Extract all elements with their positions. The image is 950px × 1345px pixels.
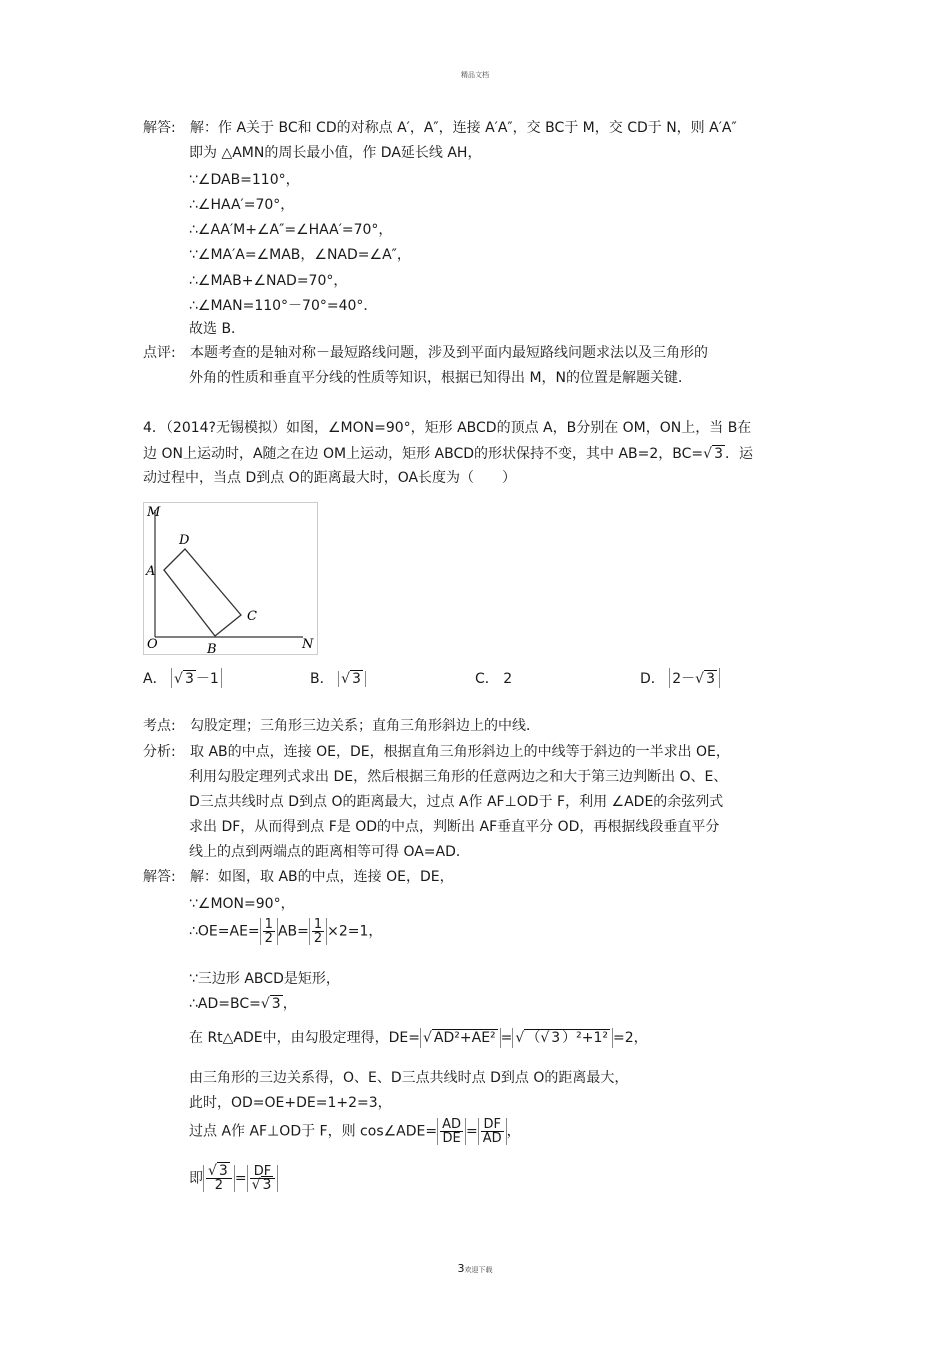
option-d-sqrt: 3 <box>706 671 715 687</box>
j4-text-b: ， <box>282 996 297 1012</box>
j5-sqrt-2: √ （√ 3 ）²+1² <box>512 1028 613 1048</box>
j5-text-a: 在 Rt△ADE中，由勾股定理得，DE= <box>189 1030 420 1046</box>
question-4-line-2 <box>143 444 753 464</box>
j9-text-b: = <box>234 1170 247 1187</box>
fenxi-line-5: 线上的点到两端点的距离相等可得 OA=AD． <box>189 844 470 860</box>
page-header: 精品文档 <box>461 71 489 79</box>
option-b-sqrt: 3 <box>351 671 361 687</box>
label-m: M <box>147 505 161 520</box>
question-4-text: 边 ON上运动时，A随之在边 OM上运动，矩形 ABCD的形状保持不变，其中 AB=2，BC= <box>143 446 704 462</box>
jieda-step-8 <box>189 1118 521 1145</box>
page-footer <box>0 1262 950 1275</box>
comment-line-1: 本题考查的是轴对称－最短路线问题，涉及到平面内最短路线问题求法以及三角形的 <box>190 345 708 361</box>
option-a-sqrt: 3 <box>184 671 194 687</box>
j2-text-a: ∴OE=AE= <box>189 923 260 940</box>
option-c[interactable] <box>475 668 512 688</box>
j5-text-c: =2， <box>613 1030 648 1046</box>
jieda-step-1: ∵∠MON=90°， <box>189 896 295 912</box>
half-fraction-2: $\frac{1}{2}$ <box>309 918 327 945</box>
sqrt3-over-2-fraction: $\frac{√ 3}{2}$ <box>203 1165 235 1192</box>
j8-text-b: = <box>466 1123 478 1140</box>
option-a[interactable]: A． √ 3 －1 <box>143 668 222 688</box>
option-a-value: －1 <box>195 671 219 687</box>
step-1: ∵∠DAB=110°， <box>189 172 300 188</box>
option-a-label: A． <box>143 671 167 687</box>
step-4: ∵∠MA′A=∠MAB，∠NAD=∠A″， <box>189 247 411 263</box>
question-4-line-1: 4．（2014?无锡模拟）如图，∠MON=90°，矩形 ABCD的顶点 A，B分别在 OM，ON上，当 B在 <box>143 420 752 436</box>
question-4-line-3: 动过程中，当点 D到点 O的距离最大时，OA长度为（ ） <box>143 470 517 486</box>
j5-sqrt-1: √ AD²+AE² <box>420 1028 501 1048</box>
option-c-value: 2 <box>503 671 513 687</box>
df-over-sqrt3-fraction: $\frac{DF}{√ 3}$ <box>247 1165 279 1192</box>
jieda-step-4 <box>189 994 297 1014</box>
label-a: A <box>146 564 156 579</box>
step-3: ∴∠AA′M+∠A″=∠HAA′=70°， <box>189 222 393 238</box>
kaodian-text: 勾股定理；三角形三边关系；直角三角形斜边上的中线． <box>190 718 540 734</box>
sqrt-3: √ 3 <box>703 446 723 462</box>
fenxi-line-1: 取 AB的中点，连接 OE，DE，根据直角三角形斜边上的中线等于斜边的一半求出 OE， <box>190 744 730 760</box>
j2-text-c: ×2=1， <box>327 923 383 940</box>
step-5: ∴∠MAB+∠NAD=70°， <box>189 273 348 289</box>
comment-label: 点评: <box>143 345 176 361</box>
answer-line-1: 解：作 A关于 BC和 CD的对称点 A′，A″，连接 A′A″，交 BC于 M，交 CD于 N，则 A′A″ <box>190 120 737 136</box>
j2-text-b: AB= <box>277 923 309 940</box>
j4-text-a: ∴AD=BC= <box>189 996 261 1012</box>
page-number: 3 <box>457 1262 465 1275</box>
choose-answer: 故选 B． <box>189 321 246 337</box>
j5-text-b: = <box>500 1030 513 1046</box>
step-6: ∴∠MAN=110°－70°=40°． <box>189 298 378 314</box>
jieda-step-9 <box>189 1165 278 1192</box>
kaodian-label: 考点: <box>143 718 176 734</box>
figure-frame <box>144 503 318 655</box>
fenxi-label: 分析: <box>143 744 176 760</box>
ad-de-fraction: $\frac{AD}{DE}$ <box>437 1118 466 1145</box>
jieda-step-2 <box>189 918 382 945</box>
label-b: B <box>207 642 217 655</box>
answer-label: 解答: <box>143 120 176 136</box>
jieda-step-5 <box>189 1028 648 1048</box>
option-c-label: C． <box>475 671 499 687</box>
df-ad-fraction: $\frac{DF}{AD}$ <box>478 1118 507 1145</box>
option-d-label: D． <box>640 671 665 687</box>
jieda-step-3: ∵三边形 ABCD是矩形， <box>189 971 340 987</box>
answer-line-2: 即为 △AMN的周长最小值，作 DA延长线 AH， <box>189 145 482 161</box>
option-b[interactable]: B． √ 3 <box>310 668 366 688</box>
label-o: O <box>147 637 158 652</box>
j8-text-c: ， <box>506 1123 521 1140</box>
label-n: N <box>302 637 314 652</box>
fenxi-line-3: D三点共线时点 D到点 O的距离最大，过点 A作 AF⊥OD于 F，利用 ∠ADE的余弦列式 <box>189 794 724 810</box>
j4-sqrt: √ 3 <box>260 996 281 1012</box>
step-2: ∴∠HAA′=70°， <box>189 197 295 213</box>
fenxi-line-2: 利用勾股定理列式求出 DE，然后根据三角形的任意两边之和大于第三边判断出 O、E、 <box>189 769 728 785</box>
label-d: D <box>179 533 190 548</box>
j8-text-a: 过点 A作 AF⊥OD于 F，则 cos∠ADE= <box>189 1123 438 1140</box>
question-4-text-end: ．运 <box>725 446 753 462</box>
fenxi-line-4: 求出 DF，从而得到点 F是 OD的中点，判断出 AF垂直平分 OD，再根据线段垂直平分 <box>189 819 720 835</box>
jieda-line-1: 解：如图，取 AB的中点，连接 OE，DE， <box>190 869 454 885</box>
rectangle-abcd <box>164 549 241 636</box>
label-c: C <box>247 609 257 624</box>
rectangle-figure <box>143 502 318 655</box>
option-b-label: B． <box>310 671 334 687</box>
jieda-step-6: 由三角形的三边关系得，O、E、D三点共线时点 D到点 O的距离最大， <box>189 1070 629 1086</box>
comment-line-2: 外角的性质和垂直平分线的性质等知识，根据已知得出 M，N的位置是解题关键． <box>189 370 692 386</box>
j9-text-a: 即 <box>189 1170 203 1187</box>
footer-text: 欢迎下载 <box>464 1266 493 1274</box>
jieda-step-7: 此时，OD=OE+DE=1+2=3， <box>189 1095 392 1111</box>
option-d-value: 2－ <box>672 671 696 687</box>
jieda-label: 解答: <box>143 869 176 885</box>
half-fraction-1: $\frac{1}{2}$ <box>260 918 278 945</box>
option-d[interactable]: D． 2－√ 3 <box>640 668 720 688</box>
